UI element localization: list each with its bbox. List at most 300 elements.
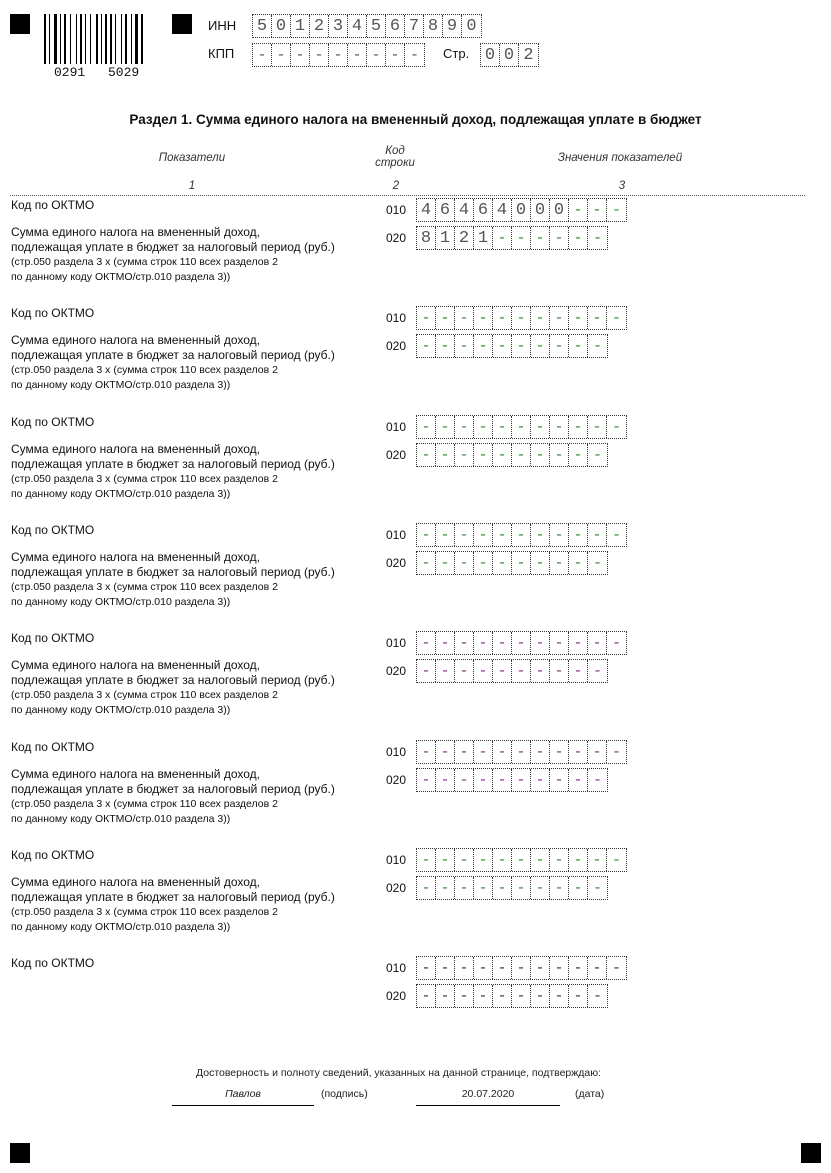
digit-cell: - <box>436 444 455 466</box>
digit-cell: - <box>512 444 531 466</box>
line-code-010: 010 <box>386 311 407 325</box>
confirmation-text: Достоверность и полноту сведений, указанных на данной странице, подтверждаю: <box>196 1067 602 1079</box>
oktmo-label: Код по ОКТМО <box>11 523 95 537</box>
barcode-bar <box>121 14 122 64</box>
digit-cell: - <box>592 229 602 247</box>
digit-cell: 0 <box>272 15 291 37</box>
digit-cell: - <box>272 44 291 66</box>
digit-cell: - <box>329 44 348 66</box>
digit-cell: 0 <box>550 199 569 221</box>
digit-cell: - <box>417 335 436 357</box>
tax-sum-field[interactable] <box>416 659 608 683</box>
digit-cell: - <box>493 552 512 574</box>
digit-cell: - <box>531 524 550 546</box>
digit-cell: - <box>588 416 607 438</box>
tax-sum-field[interactable] <box>416 768 608 792</box>
barcode-bars <box>44 14 156 64</box>
barcode-bar <box>110 14 112 64</box>
digit-cell: - <box>386 44 405 66</box>
digit-cell: 4 <box>493 199 512 221</box>
digit-cell: - <box>455 769 474 791</box>
digit-cell: - <box>531 307 550 329</box>
digit-cell: - <box>588 741 607 763</box>
sum-label-line-4: по данному коду ОКТМО/стр.010 раздела 3)) <box>11 271 231 283</box>
digit-cell: 2 <box>455 227 474 249</box>
barcode-bar <box>141 14 143 64</box>
digit-cell: 7 <box>405 15 424 37</box>
digit-cell: - <box>588 849 607 871</box>
digit-cell: - <box>436 957 455 979</box>
digit-cell: - <box>417 849 436 871</box>
digit-cell: - <box>417 769 436 791</box>
oktmo-field[interactable] <box>416 848 627 872</box>
digit-cell: - <box>550 444 569 466</box>
digit-cell: - <box>611 526 621 544</box>
barcode-bar <box>60 14 61 64</box>
line-code-010: 010 <box>386 961 407 975</box>
sum-label-line-2: подлежащая уплате в бюджет за налоговый период (руб.) <box>11 782 335 796</box>
sum-label-line-4: по данному коду ОКТМО/стр.010 раздела 3)) <box>11 488 231 500</box>
digit-cell: - <box>512 632 531 654</box>
barcode-bar <box>131 14 132 64</box>
corner-marker-bottom-left <box>10 1143 30 1163</box>
kpp-field[interactable] <box>252 43 425 67</box>
digit-cell: - <box>588 524 607 546</box>
column-header-line-code: Код строки <box>375 145 415 169</box>
digit-cell: - <box>550 416 569 438</box>
digit-cell: - <box>474 416 493 438</box>
digit-cell: - <box>531 985 550 1007</box>
digit-cell: - <box>550 877 569 899</box>
digit-cell: - <box>417 660 436 682</box>
digit-cell: 5 <box>253 15 272 37</box>
line-code-020: 020 <box>386 664 407 678</box>
sum-label-line-1: Сумма единого налога на вмененный доход, <box>11 333 260 347</box>
barcode-bar <box>44 14 46 64</box>
digit-cell: - <box>436 307 455 329</box>
date-underline <box>416 1105 560 1106</box>
barcode-bar <box>76 14 77 64</box>
digit-cell: - <box>592 446 602 464</box>
digit-cell: 4 <box>455 199 474 221</box>
digit-cell: - <box>512 877 531 899</box>
digit-cell: - <box>436 660 455 682</box>
digit-cell: - <box>409 46 419 64</box>
digit-cell: - <box>417 957 436 979</box>
oktmo-field[interactable] <box>416 415 627 439</box>
sum-label-line-3: (стр.050 раздела 3 х (сумма строк 110 всех разделов 2 <box>11 581 278 593</box>
digit-cell: - <box>569 660 588 682</box>
digit-cell: - <box>512 524 531 546</box>
barcode-bar <box>64 14 66 64</box>
corner-marker-top-left <box>10 14 30 34</box>
digit-cell: - <box>569 227 588 249</box>
digit-cell: - <box>436 335 455 357</box>
sum-label-line-3: (стр.050 раздела 3 х (сумма строк 110 всех разделов 2 <box>11 906 278 918</box>
digit-cell: - <box>474 552 493 574</box>
digit-cell: - <box>512 985 531 1007</box>
line-code-010: 010 <box>386 203 407 217</box>
digit-cell: - <box>455 741 474 763</box>
digit-cell: - <box>531 335 550 357</box>
tax-sum-field[interactable] <box>416 984 608 1008</box>
column-header-values: Значения показателей <box>557 152 683 164</box>
digit-cell: - <box>550 632 569 654</box>
digit-cell: - <box>512 957 531 979</box>
sum-label-line-4: по данному коду ОКТМО/стр.010 раздела 3)) <box>11 921 231 933</box>
digit-cell: 1 <box>291 15 310 37</box>
digit-cell: - <box>531 552 550 574</box>
digit-cell: - <box>455 877 474 899</box>
digit-cell: - <box>474 307 493 329</box>
sum-label-line-4: по данному коду ОКТМО/стр.010 раздела 3)) <box>11 813 231 825</box>
digit-cell: - <box>550 335 569 357</box>
column-header-indicators: Показатели <box>158 152 226 164</box>
digit-cell: - <box>493 741 512 763</box>
digit-cell: - <box>493 877 512 899</box>
digit-cell: - <box>550 769 569 791</box>
digit-cell: - <box>493 769 512 791</box>
line-code-020: 020 <box>386 231 407 245</box>
digit-cell: - <box>550 741 569 763</box>
digit-cell: - <box>474 660 493 682</box>
digit-cell: - <box>455 985 474 1007</box>
digit-cell: 1 <box>436 227 455 249</box>
digit-cell: - <box>455 444 474 466</box>
digit-cell: - <box>531 741 550 763</box>
digit-cell: - <box>569 444 588 466</box>
line-code-020: 020 <box>386 339 407 353</box>
digit-cell: - <box>493 227 512 249</box>
digit-cell: - <box>531 632 550 654</box>
date-caption: (дата) <box>575 1088 605 1100</box>
digit-cell: - <box>569 416 588 438</box>
date-value[interactable]: 20.07.2020 <box>461 1088 515 1100</box>
line-code-020: 020 <box>386 773 407 787</box>
digit-cell: - <box>531 660 550 682</box>
digit-cell: - <box>474 769 493 791</box>
barcode-bar <box>135 14 138 64</box>
oktmo-field[interactable] <box>416 631 627 655</box>
digit-cell: - <box>569 524 588 546</box>
digit-cell: - <box>417 552 436 574</box>
digit-cell: - <box>550 660 569 682</box>
barcode-bar <box>115 14 116 64</box>
digit-cell: 6 <box>474 199 493 221</box>
digit-cell: - <box>493 307 512 329</box>
digit-cell: - <box>436 741 455 763</box>
digit-cell: - <box>493 957 512 979</box>
digit-cell: - <box>611 418 621 436</box>
digit-cell: - <box>417 307 436 329</box>
digit-cell: - <box>291 44 310 66</box>
barcode-bar <box>70 14 71 64</box>
digit-cell: - <box>592 554 602 572</box>
digit-cell: - <box>436 985 455 1007</box>
oktmo-label: Код по ОКТМО <box>11 740 95 754</box>
digit-cell: - <box>455 524 474 546</box>
digit-cell: - <box>474 335 493 357</box>
digit-cell: - <box>592 337 602 355</box>
digit-cell: - <box>455 957 474 979</box>
oktmo-field[interactable] <box>416 740 627 764</box>
digit-cell: - <box>512 552 531 574</box>
digit-cell: - <box>493 416 512 438</box>
digit-cell: - <box>592 987 602 1005</box>
digit-cell: - <box>512 307 531 329</box>
digit-cell: - <box>455 335 474 357</box>
digit-cell: - <box>455 849 474 871</box>
digit-cell: - <box>550 524 569 546</box>
barcode-bar <box>101 14 102 64</box>
digit-cell: - <box>592 771 602 789</box>
digit-cell: - <box>531 957 550 979</box>
sum-label-line-3: (стр.050 раздела 3 х (сумма строк 110 всех разделов 2 <box>11 473 278 485</box>
sum-label-line-4: по данному коду ОКТМО/стр.010 раздела 3)) <box>11 596 231 608</box>
digit-cell: - <box>493 524 512 546</box>
sum-label-line-3: (стр.050 раздела 3 х (сумма строк 110 всех разделов 2 <box>11 798 278 810</box>
inn-field[interactable] <box>252 14 482 38</box>
barcode-bar <box>49 14 50 64</box>
line-code-020: 020 <box>386 989 407 1003</box>
header-divider <box>10 195 805 196</box>
sum-label-line-2: подлежащая уплате в бюджет за налоговый период (руб.) <box>11 890 335 904</box>
digit-cell: - <box>474 985 493 1007</box>
digit-cell: - <box>253 44 272 66</box>
corner-marker-top-right <box>172 14 192 34</box>
sum-label-line-1: Сумма единого налога на вмененный доход, <box>11 550 260 564</box>
digit-cell: - <box>588 307 607 329</box>
digit-cell: 0 <box>481 44 500 66</box>
digit-cell: - <box>531 444 550 466</box>
digit-cell: - <box>455 552 474 574</box>
digit-cell: - <box>493 660 512 682</box>
line-code-010: 010 <box>386 853 407 867</box>
signature-caption: (подпись) <box>321 1088 368 1100</box>
digit-cell: - <box>512 769 531 791</box>
digit-cell: - <box>611 743 621 761</box>
digit-cell: - <box>455 660 474 682</box>
digit-cell: - <box>436 769 455 791</box>
line-code-010: 010 <box>386 636 407 650</box>
oktmo-label: Код по ОКТМО <box>11 306 95 320</box>
digit-cell: - <box>493 444 512 466</box>
digit-cell: - <box>474 632 493 654</box>
digit-cell: - <box>493 632 512 654</box>
column-number-2: 2 <box>392 180 400 192</box>
oktmo-label: Код по ОКТМО <box>11 198 95 212</box>
sum-label-line-1: Сумма единого налога на вмененный доход, <box>11 442 260 456</box>
digit-cell: - <box>569 877 588 899</box>
digit-cell: 3 <box>329 15 348 37</box>
line-code-010: 010 <box>386 745 407 759</box>
digit-cell: - <box>436 849 455 871</box>
tax-sum-field[interactable] <box>416 226 608 250</box>
digit-cell: - <box>455 416 474 438</box>
digit-cell: 0 <box>466 16 477 36</box>
digit-cell: - <box>569 632 588 654</box>
digit-cell: - <box>348 44 367 66</box>
digit-cell: - <box>569 335 588 357</box>
sum-label-line-1: Сумма единого налога на вмененный доход, <box>11 875 260 889</box>
oktmo-field[interactable] <box>416 198 627 222</box>
digit-cell: - <box>436 877 455 899</box>
digit-cell: 8 <box>424 15 443 37</box>
signature-underline <box>172 1105 314 1106</box>
digit-cell: - <box>569 985 588 1007</box>
digit-cell: - <box>436 524 455 546</box>
digit-cell: - <box>512 227 531 249</box>
sum-label-line-3: (стр.050 раздела 3 х (сумма строк 110 всех разделов 2 <box>11 256 278 268</box>
digit-cell: 9 <box>443 15 462 37</box>
digit-cell: - <box>474 957 493 979</box>
digit-cell: - <box>455 307 474 329</box>
digit-cell: 2 <box>523 45 534 65</box>
digit-cell: - <box>611 201 621 219</box>
tax-sum-field[interactable] <box>416 876 608 900</box>
digit-cell: 1 <box>474 227 493 249</box>
barcode <box>44 14 156 78</box>
digit-cell: - <box>474 444 493 466</box>
digit-cell: - <box>474 524 493 546</box>
digit-cell: - <box>569 769 588 791</box>
kpp-label: КПП <box>208 46 235 61</box>
digit-cell: - <box>436 416 455 438</box>
digit-cell: - <box>569 741 588 763</box>
tax-sum-field[interactable] <box>416 551 608 575</box>
barcode-bar <box>85 14 86 64</box>
digit-cell: - <box>417 444 436 466</box>
digit-cell: - <box>588 199 607 221</box>
digit-cell: - <box>417 877 436 899</box>
line-code-020: 020 <box>386 881 407 895</box>
sum-label-line-2: подлежащая уплате в бюджет за налоговый период (руб.) <box>11 348 335 362</box>
barcode-number-left: 0291 <box>54 65 86 80</box>
digit-cell: - <box>611 634 621 652</box>
digit-cell: - <box>436 632 455 654</box>
digit-cell: - <box>367 44 386 66</box>
digit-cell: - <box>569 199 588 221</box>
digit-cell: - <box>493 335 512 357</box>
digit-cell: - <box>493 849 512 871</box>
digit-cell: - <box>531 416 550 438</box>
sum-label-line-3: (стр.050 раздела 3 х (сумма строк 110 всех разделов 2 <box>11 364 278 376</box>
barcode-bar <box>125 14 127 64</box>
digit-cell: - <box>310 44 329 66</box>
digit-cell: - <box>417 741 436 763</box>
digit-cell: 8 <box>417 227 436 249</box>
digit-cell: - <box>512 741 531 763</box>
digit-cell: - <box>611 309 621 327</box>
digit-cell: - <box>531 227 550 249</box>
sum-label-line-1: Сумма единого налога на вмененный доход, <box>11 767 260 781</box>
oktmo-label: Код по ОКТМО <box>11 631 95 645</box>
oktmo-field[interactable] <box>416 956 627 980</box>
sum-label-line-4: по данному коду ОКТМО/стр.010 раздела 3)) <box>11 704 231 716</box>
page-label: Стр. <box>443 46 470 61</box>
signature-value[interactable]: Павлов <box>225 1088 261 1100</box>
digit-cell: - <box>569 307 588 329</box>
digit-cell: - <box>592 662 602 680</box>
digit-cell: - <box>531 849 550 871</box>
digit-cell: - <box>550 985 569 1007</box>
barcode-bar <box>54 14 57 64</box>
barcode-bar <box>105 14 107 64</box>
digit-cell: 4 <box>417 199 436 221</box>
oktmo-label: Код по ОКТМО <box>11 956 95 970</box>
digit-cell: - <box>569 849 588 871</box>
line-code-010: 010 <box>386 420 407 434</box>
digit-cell: - <box>474 877 493 899</box>
oktmo-field[interactable] <box>416 306 627 330</box>
digit-cell: - <box>493 985 512 1007</box>
digit-cell: - <box>550 552 569 574</box>
barcode-bar <box>90 14 91 64</box>
sum-label-line-4: по данному коду ОКТМО/стр.010 раздела 3)) <box>11 379 231 391</box>
oktmo-field[interactable] <box>416 523 627 547</box>
digit-cell: - <box>550 227 569 249</box>
digit-cell: - <box>550 849 569 871</box>
sum-label-line-1: Сумма единого налога на вмененный доход, <box>11 658 260 672</box>
barcode-bar <box>80 14 82 64</box>
digit-cell: 0 <box>512 199 531 221</box>
column-number-3: 3 <box>618 180 626 192</box>
line-code-010: 010 <box>386 528 407 542</box>
digit-cell: - <box>588 632 607 654</box>
digit-cell: - <box>417 524 436 546</box>
digit-cell: - <box>455 632 474 654</box>
digit-cell: - <box>474 741 493 763</box>
digit-cell: 0 <box>531 199 550 221</box>
corner-marker-bottom-right <box>801 1143 821 1163</box>
sum-label-line-3: (стр.050 раздела 3 х (сумма строк 110 всех разделов 2 <box>11 689 278 701</box>
digit-cell: - <box>592 879 602 897</box>
digit-cell: 6 <box>436 199 455 221</box>
digit-cell: - <box>417 985 436 1007</box>
digit-cell: - <box>611 851 621 869</box>
sum-label-line-2: подлежащая уплате в бюджет за налоговый период (руб.) <box>11 457 335 471</box>
digit-cell: - <box>588 957 607 979</box>
oktmo-label: Код по ОКТМО <box>11 415 95 429</box>
line-code-020: 020 <box>386 448 407 462</box>
digit-cell: - <box>569 552 588 574</box>
sum-label-line-2: подлежащая уплате в бюджет за налоговый период (руб.) <box>11 565 335 579</box>
digit-cell: - <box>550 307 569 329</box>
sum-label-line-2: подлежащая уплате в бюджет за налоговый период (руб.) <box>11 673 335 687</box>
tax-sum-field[interactable] <box>416 334 608 358</box>
inn-label: ИНН <box>208 18 237 33</box>
digit-cell: - <box>474 849 493 871</box>
barcode-bar <box>96 14 98 64</box>
digit-cell: - <box>417 632 436 654</box>
digit-cell: - <box>512 660 531 682</box>
tax-sum-field[interactable] <box>416 443 608 467</box>
digit-cell: 4 <box>348 15 367 37</box>
digit-cell: 0 <box>500 44 519 66</box>
column-number-1: 1 <box>188 180 196 192</box>
barcode-number-right: 5029 <box>108 65 140 80</box>
digit-cell: - <box>512 335 531 357</box>
digit-cell: 2 <box>310 15 329 37</box>
page-number-field[interactable] <box>480 43 539 67</box>
digit-cell: - <box>512 416 531 438</box>
digit-cell: - <box>417 416 436 438</box>
sum-label-line-2: подлежащая уплате в бюджет за налоговый период (руб.) <box>11 240 335 254</box>
line-code-020: 020 <box>386 556 407 570</box>
digit-cell: - <box>569 957 588 979</box>
section-title: Раздел 1. Сумма единого налога на вмененный доход, подлежащая уплате в бюджет <box>129 112 702 127</box>
sum-label-line-1: Сумма единого налога на вмененный доход, <box>11 225 260 239</box>
